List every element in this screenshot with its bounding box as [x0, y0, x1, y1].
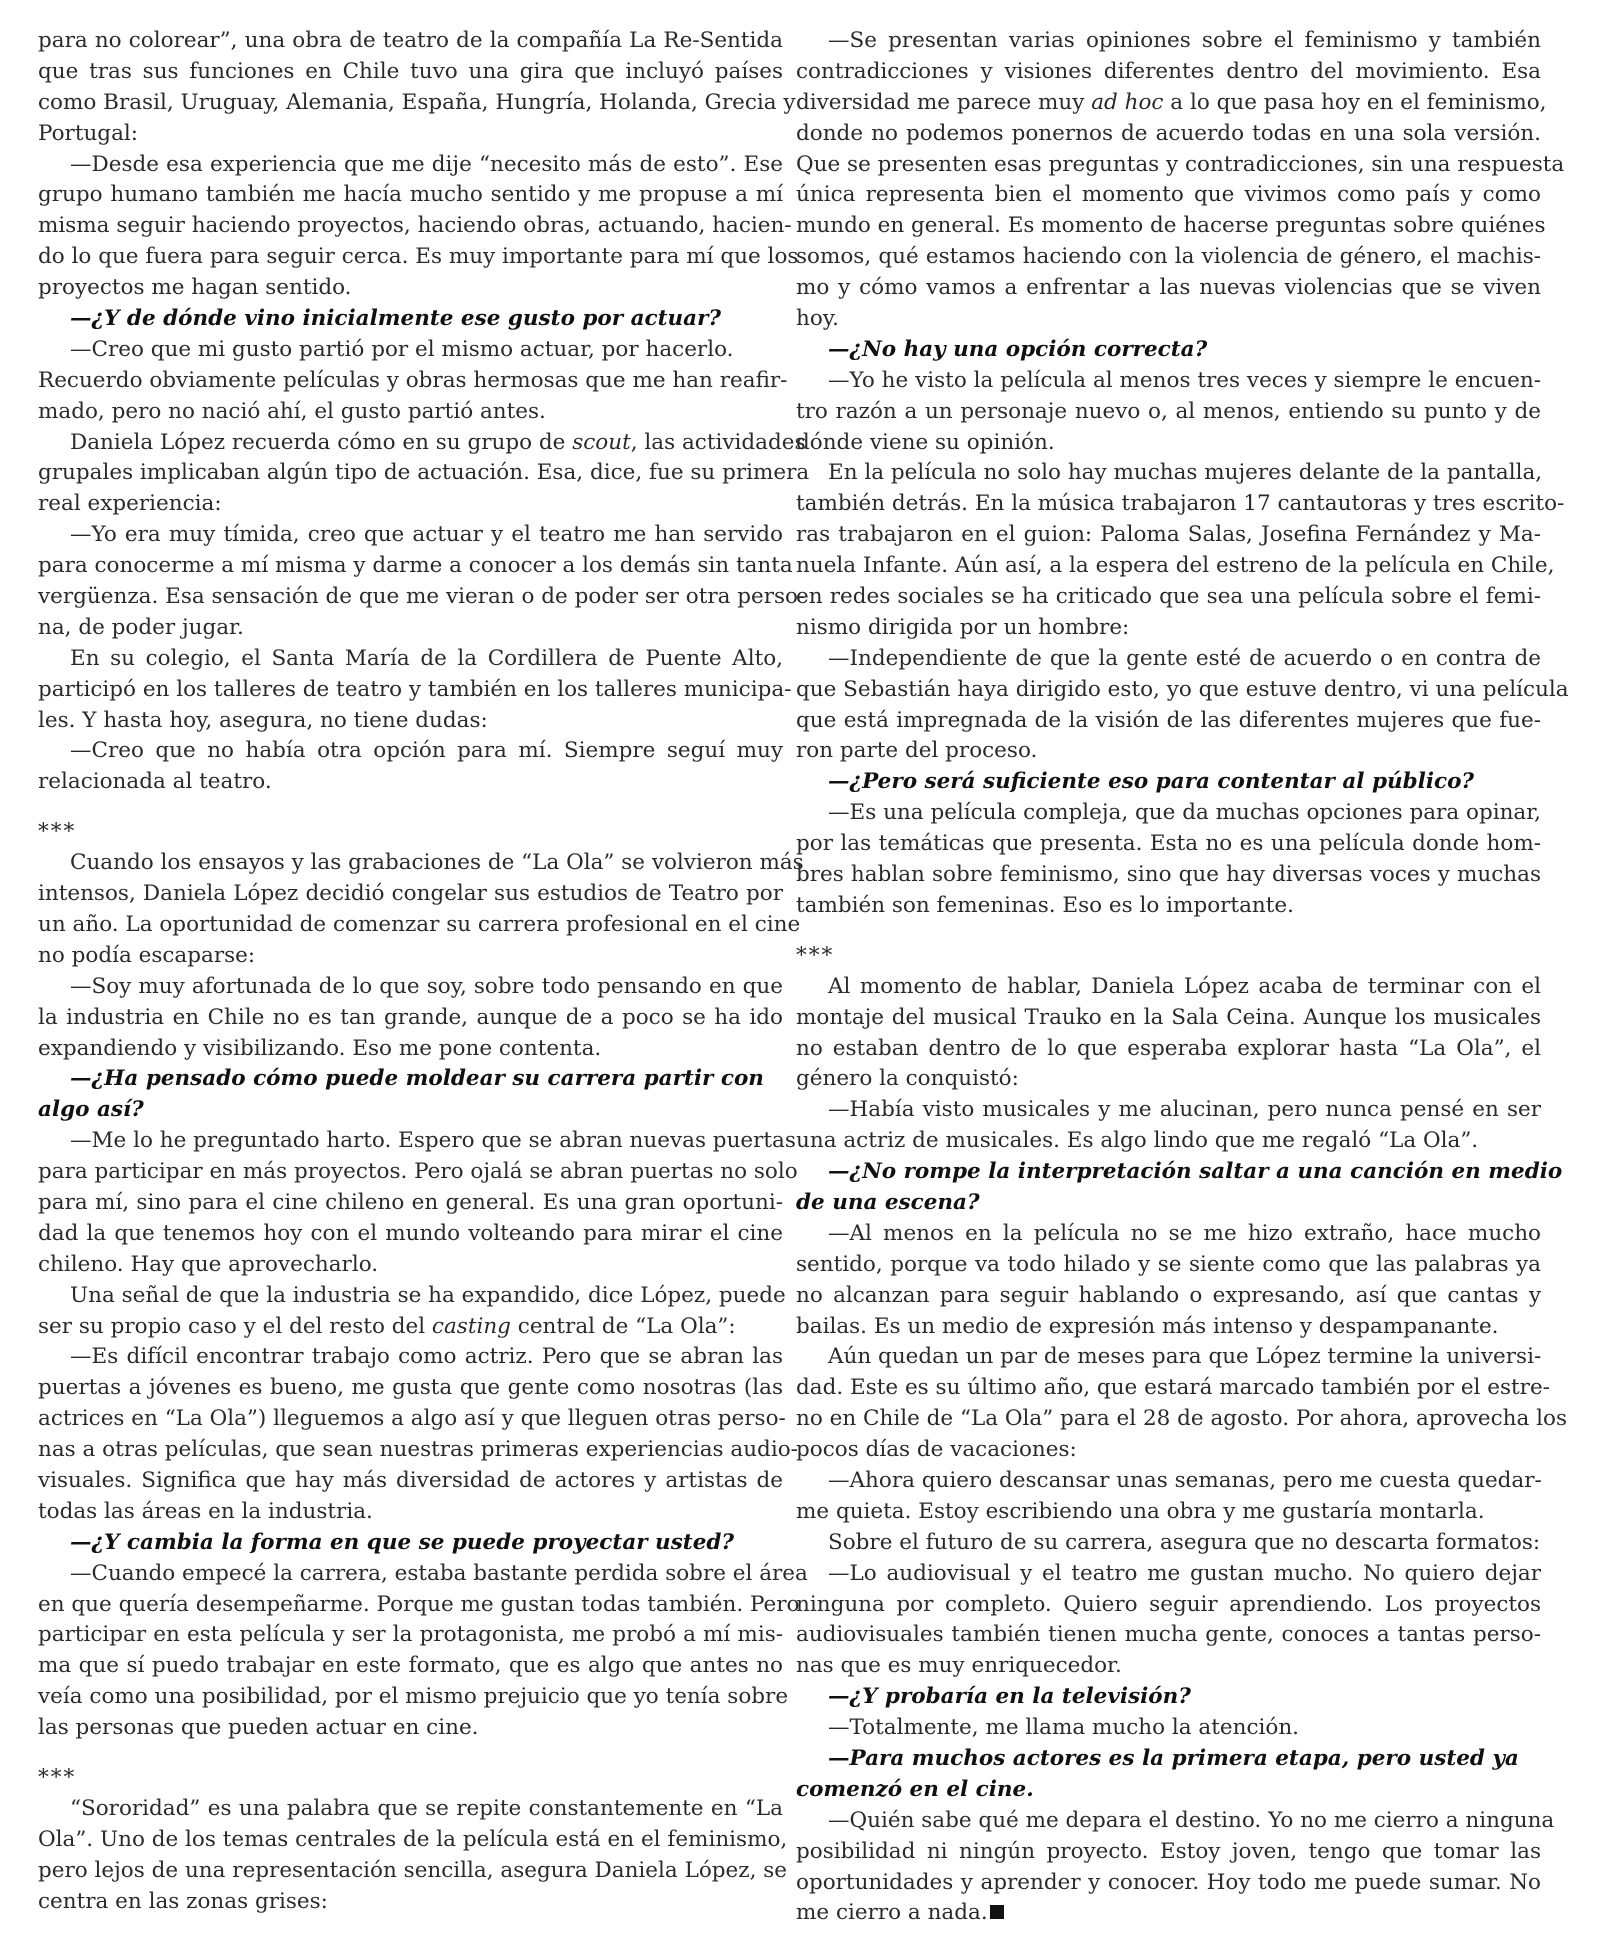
- interview-question-line: —¿Y de dónde vino inicialmente ese gusto por actuar?: [70, 306, 722, 332]
- body-text-line: donde no podemos ponernos de acuerdo todas en una sola versión.: [796, 120, 1541, 146]
- body-text-line: mado, pero no nació ahí, el gusto partió antes.: [38, 398, 546, 424]
- interview-question-line: comenzó en el cine.: [796, 1776, 1034, 1802]
- body-text-line: en redes sociales se ha criticado que sea una película sobre el femi-: [796, 584, 1541, 610]
- body-text-line: posibilidad ni ningún proyecto. Estoy joven, tengo que tomar las: [796, 1838, 1541, 1864]
- body-text-line: grupo humano también me hacía mucho sentido y me propuse a mí: [38, 182, 783, 208]
- body-text-line: dad. Este es su último año, que estará marcado también por el estre-: [796, 1375, 1550, 1401]
- body-text-line: en que quería desempeñarme. Porque me gustan todas también. Pero: [38, 1591, 800, 1617]
- body-text-line: —Cuando empecé la carrera, estaba bastante perdida sobre el área: [70, 1560, 808, 1586]
- body-text-line: todas las áreas en la industria.: [38, 1498, 373, 1524]
- text-segment: Daniela López recuerda cómo en su grupo de: [70, 429, 573, 455]
- text-segment: diversidad me parece muy: [796, 89, 1092, 115]
- body-text-line: hoy.: [796, 306, 839, 332]
- body-text-line: —Desde esa experiencia que me dije “necesito más de esto”. Ese: [70, 151, 783, 177]
- body-text-line: veía como una posibilidad, por el mismo prejuicio que yo tenía sobre: [38, 1684, 789, 1710]
- body-text-line: [796, 1898, 1541, 1929]
- body-text-line: —Es difícil encontrar trabajo como actriz. Pero que se abran las: [70, 1344, 783, 1370]
- section-break-asterisks: ***: [796, 942, 835, 968]
- body-text-line: Aún quedan un par de meses para que López termine la universi-: [828, 1344, 1542, 1370]
- body-text-line: expandiendo y visibilizando. Eso me pone contenta.: [38, 1035, 602, 1061]
- section-break-asterisks: ***: [38, 819, 77, 845]
- body-text-line: —Me lo he preguntado harto. Espero que se abran nuevas puertas: [70, 1128, 796, 1154]
- body-text-line: también detrás. En la música trabajaron 17 cantautoras y tres escrito-: [796, 491, 1565, 517]
- section-gap: [38, 798, 783, 817]
- italic-term: ad hoc: [1091, 89, 1164, 115]
- body-text-line: Al momento de hablar, Daniela López acaba de terminar con el: [828, 973, 1541, 999]
- body-text-line: para participar en más proyectos. Pero ojalá se abran puertas no solo: [38, 1159, 798, 1185]
- body-text-line: la industria en Chile no es tan grande, aunque de a poco se ha ido: [38, 1004, 783, 1030]
- body-text-line: —Lo audiovisual y el teatro me gustan mucho. No quiero dejar: [828, 1560, 1541, 1586]
- body-text-line: para no colorear”, una obra de teatro de la compañía La Re-Sentida: [38, 28, 783, 53]
- body-text-line: participó en los talleres de teatro y también en los talleres municipa-: [38, 676, 792, 702]
- body-text-line: —Había visto musicales y me alucinan, pero nunca pensé en ser: [828, 1097, 1541, 1123]
- body-text-line: En su colegio, el Santa María de la Cordillera de Puente Alto,: [70, 645, 783, 671]
- body-text-line: no podía escaparse:: [38, 942, 256, 968]
- body-text-line: —Creo que no había otra opción para mí. Siempre seguí muy: [70, 738, 783, 764]
- body-text-line: ras trabajaron en el guion: Paloma Salas, Josefina Fernández y Ma-: [796, 522, 1541, 548]
- interview-question-line: algo así?: [38, 1097, 144, 1123]
- body-text-line: bres hablan sobre feminismo, sino que hay diversas voces y muchas: [796, 862, 1541, 888]
- body-text-line: nas a otras películas, que sean nuestras primeras experiencias audio-: [38, 1437, 798, 1463]
- body-text-line: Recuerdo obviamente películas y obras hermosas que me han reafir-: [38, 367, 788, 393]
- body-text-line: misma seguir haciendo proyectos, haciendo obras, actuando, hacien-: [38, 213, 792, 239]
- body-text-line: ninguna por completo. Quiero seguir aprendiendo. Los proyectos: [796, 1591, 1541, 1617]
- body-text-line: —Yo era muy tímida, creo que actuar y el teatro me han servido: [70, 522, 783, 548]
- body-text-line: que Sebastián haya dirigido esto, yo que estuve dentro, vi una película: [796, 676, 1569, 702]
- body-text-line: oportunidades y aprender y conocer. Hoy todo me puede sumar. No: [796, 1869, 1541, 1895]
- body-text-line: vergüenza. Esa sensación de que me vieran o de poder ser otra perso-: [38, 584, 806, 610]
- body-text-line: [38, 428, 806, 459]
- interview-question-line: —¿Y probaría en la televisión?: [828, 1684, 1191, 1710]
- body-text-line: —Ahora quiero descansar unas semanas, pero me cuesta quedar-: [828, 1467, 1542, 1493]
- body-text-line: En la película no solo hay muchas mujeres delante de la pantalla,: [828, 460, 1543, 486]
- body-text-line: —Soy muy afortunada de lo que soy, sobre todo pensando en que: [70, 973, 783, 999]
- body-text-line: sentido, porque va todo hilado y se siente como que las palabras ya: [796, 1251, 1541, 1277]
- body-text-line: [796, 88, 1547, 119]
- body-text-line: —Al menos en la película no se me hizo extraño, hace mucho: [828, 1220, 1541, 1246]
- body-text-line: montaje del musical Trauko en la Sala Ceina. Aunque los musicales: [796, 1004, 1541, 1030]
- left-text-column: [38, 26, 810, 1917]
- body-text-line: grupales implicaban algún tipo de actuación. Esa, dice, fue su primera: [38, 460, 810, 486]
- body-text-line: para mí, sino para el cine chileno en general. Es una gran oportuni-: [38, 1189, 783, 1215]
- body-text-line: un año. La oportunidad de comenzar su carrera profesional en el cine: [38, 911, 801, 937]
- interview-question-line: de una escena?: [796, 1189, 980, 1215]
- body-text-line: que está impregnada de la visión de las diferentes mujeres que fue-: [796, 707, 1541, 733]
- body-text-line: audiovisuales también tienen mucha gente, conoces a tantas perso-: [796, 1622, 1541, 1648]
- body-text-line: relacionada al teatro.: [38, 769, 272, 795]
- body-text-line: chileno. Hay que aprovecharlo.: [38, 1251, 379, 1277]
- italic-term: scout: [572, 429, 631, 455]
- body-text-line: pocos días de vacaciones:: [796, 1437, 1077, 1463]
- body-text-line: Que se presenten esas preguntas y contradicciones, sin una respuesta: [796, 151, 1565, 177]
- interview-question-line: —¿Ha pensado cómo puede moldear su carrera partir con: [70, 1066, 764, 1092]
- body-text-line: me quieta. Estoy escribiendo una obra y me gustaría montarla.: [796, 1498, 1485, 1524]
- body-text-line: dónde viene su opinión.: [796, 429, 1055, 455]
- body-text-line: por las temáticas que presenta. Esta no es una película donde hom-: [796, 831, 1541, 857]
- body-text-line: intensos, Daniela López decidió congelar sus estudios de Teatro por: [38, 881, 783, 907]
- italic-term: casting: [431, 1313, 511, 1339]
- body-text-line: —Es una película compleja, que da muchas opciones para opinar,: [828, 800, 1541, 826]
- section-gap: [38, 1744, 783, 1763]
- body-text-line: puertas a jóvenes es bueno, me gusta que gente como nosotras (las: [38, 1375, 783, 1401]
- body-text-line: para conocerme a mí misma y darme a conocer a los demás sin tanta: [38, 553, 793, 579]
- body-text-line: mo y cómo vamos a enfrentar a las nuevas violencias que se viven: [796, 275, 1541, 301]
- body-text-line: Una señal de que la industria se ha expandido, dice López, puede: [70, 1282, 786, 1308]
- body-text-line: no en Chile de “La Ola” para el 28 de agosto. Por ahora, aprovecha los: [796, 1406, 1568, 1432]
- body-text-line: que tras sus funciones en Chile tuvo una gira que incluyó países: [38, 58, 783, 84]
- body-text-line: dad la que tenemos hoy con el mundo volteando para mirar el cine: [38, 1220, 783, 1246]
- text-segment: a lo que pasa hoy en el feminismo,: [1163, 89, 1547, 115]
- body-text-line: centra en las zonas grises:: [38, 1888, 328, 1914]
- body-text-line: participar en esta película y ser la protagonista, me probó a mí mis-: [38, 1622, 783, 1648]
- body-text-line: bailas. Es un medio de expresión más intenso y despampanante.: [796, 1313, 1499, 1339]
- body-text-line: somos, qué estamos haciendo con la violencia de género, el machis-: [796, 244, 1541, 270]
- body-text-line: como Brasil, Uruguay, Alemania, España, Hungría, Holanda, Grecia y: [38, 89, 796, 115]
- interview-question-line: —¿No hay una opción correcta?: [828, 336, 1208, 362]
- section-gap: [796, 922, 1541, 941]
- body-text-line: “Sororidad” es una palabra que se repite constantemente en “La: [70, 1795, 783, 1821]
- body-text-line: —Se presentan varias opiniones sobre el feminismo y también: [828, 28, 1541, 53]
- section-break-asterisks: ***: [38, 1764, 77, 1790]
- text-segment: ser su propio caso y el del resto del: [38, 1313, 432, 1339]
- right-text-column: [796, 26, 1569, 1929]
- body-text-line: no estaban dentro de lo que esperaba explorar hasta “La Ola”, el: [796, 1035, 1541, 1061]
- interview-question-line: —¿Pero será suficiente eso para contentar al público?: [828, 769, 1475, 795]
- body-text-line: Ola”. Uno de los temas centrales de la película está en el feminismo,: [38, 1826, 788, 1852]
- body-text-line: ron parte del proceso.: [796, 738, 1038, 764]
- body-text-line: proyectos me hagan sentido.: [38, 275, 352, 301]
- end-of-article-square-icon: [990, 1905, 1004, 1919]
- body-text-line: [38, 1312, 783, 1343]
- interview-question-line: —Para muchos actores es la primera etapa, pero usted ya: [828, 1745, 1519, 1771]
- body-text-line: una actriz de musicales. Es algo lindo que me regaló “La Ola”.: [796, 1128, 1479, 1154]
- interview-question-line: —¿No rompe la interpretación saltar a una canción en medio: [828, 1159, 1563, 1185]
- body-text-line: actrices en “La Ola”) lleguemos a algo así y que lleguen otras perso-: [38, 1406, 786, 1432]
- body-text-line: también son femeninas. Eso es lo importante.: [796, 892, 1294, 918]
- body-text-line: mundo en general. Es momento de hacerse preguntas sobre quiénes: [796, 213, 1546, 239]
- body-text-line: do lo que fuera para seguir cerca. Es muy importante para mí que los: [38, 244, 799, 270]
- body-text-line: visuales. Significa que hay más diversidad de actores y artistas de: [38, 1467, 783, 1493]
- body-text-line: Cuando los ensayos y las grabaciones de “La Ola” se volvieron más: [70, 850, 804, 876]
- body-text-line: nuela Infante. Aún así, a la espera del estreno de la película en Chile,: [796, 553, 1555, 579]
- body-text-line: pero lejos de una representación sencilla, asegura Daniela López, se: [38, 1857, 788, 1883]
- body-text-line: Portugal:: [38, 120, 139, 146]
- text-segment: central de “La Ola”:: [510, 1313, 736, 1339]
- text-segment: , las actividades: [630, 429, 806, 455]
- body-text-line: nas que es muy enriquecedor.: [796, 1653, 1122, 1679]
- body-text-line: —Creo que mi gusto partió por el mismo actuar, por hacerlo.: [70, 336, 734, 362]
- body-text-line: nismo dirigida por un hombre:: [796, 614, 1130, 640]
- body-text-line: les. Y hasta hoy, asegura, no tiene dudas:: [38, 707, 488, 733]
- body-text-line: Sobre el futuro de su carrera, asegura que no descarta formatos:: [828, 1529, 1541, 1555]
- body-text-line: —Quién sabe qué me depara el destino. Yo no me cierro a ninguna: [828, 1807, 1555, 1833]
- body-text-line: género la conquistó:: [796, 1066, 1019, 1092]
- interview-question-line: —¿Y cambia la forma en que se puede proyectar usted?: [70, 1529, 735, 1555]
- body-text-line: —Yo he visto la película al menos tres veces y siempre le encuen-: [828, 367, 1541, 393]
- body-text-line: las personas que pueden actuar en cine.: [38, 1715, 479, 1741]
- body-text-line: ma que sí puedo trabajar en este formato, que es algo que antes no: [38, 1653, 783, 1679]
- body-text-line: real experiencia:: [38, 491, 222, 517]
- body-text-line: na, de poder jugar.: [38, 614, 244, 640]
- body-text-line: —Totalmente, me llama mucho la atención.: [828, 1715, 1299, 1741]
- body-text-line: —Independiente de que la gente esté de acuerdo o en contra de: [828, 645, 1541, 671]
- body-text-line: tro razón a un personaje nuevo o, al menos, entiendo su punto y de: [796, 398, 1541, 424]
- body-text-line: no alcanzan para seguir hablando o expresando, así que cantas y: [796, 1282, 1541, 1308]
- body-text-line: única representa bien el momento que vivimos como país y como: [796, 182, 1541, 208]
- text-segment: me cierro a nada.: [796, 1900, 988, 1926]
- body-text-line: contradicciones y visiones diferentes dentro del movimiento. Esa: [796, 58, 1541, 84]
